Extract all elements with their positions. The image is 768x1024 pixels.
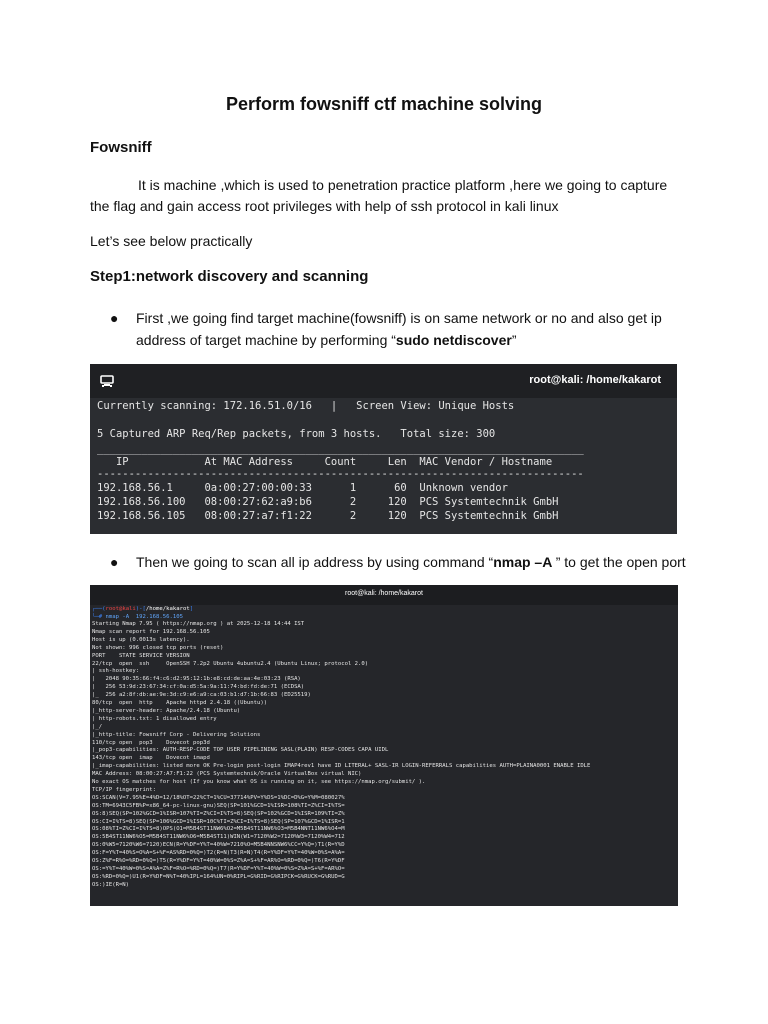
intro-line-2: the flag and gain access root privileges with help of ssh protocol in kali linux	[90, 198, 559, 214]
nmap-output-line: OS:Z%F=R%O=%RD=0%Q=)T5(R=Y%DF=Y%T=40%W=0%S=Z%A=S+%F=AR%O=%RD=0%Q=)T6(R=Y%DF	[92, 858, 345, 864]
nmap-output-line: Nmap scan report for 192.168.56.105	[92, 628, 210, 635]
step1-heading: Step1:network discovery and scanning	[90, 268, 369, 285]
terminal-icon	[100, 375, 114, 387]
nmap-output-line: | 2048 90:35:66:f4:c6:d2:95:12:1b:e8:cd:de:aa:4e:03:23 (RSA)	[92, 676, 301, 683]
host-row: 192.168.56.100 08:00:27:62:a9:b6 2 120 PCS Systemtechnik GmbH	[97, 496, 559, 508]
nmap-output-line: |_imap-capabilities: listed more OK Pre-login post-login IMAP4rev1 have ID LITERAL+ SASL-IR LOGIN-REFERRALS capabilities AUTH=PLAINA0001 ENABLE IDLE	[92, 763, 591, 770]
section-heading-fowsniff: Fowsniff	[90, 139, 152, 156]
terminal-title-bar	[90, 364, 677, 398]
intro-line-1: It is machine ,which is used to penetration practice platform ,here we going to capture	[138, 177, 668, 193]
nmap-output-line: Starting Nmap 7.95 ( https://nmap.org ) at 2025-12-18 14:44 IST	[92, 621, 305, 627]
lets-see-text: Let’s see below practically	[90, 233, 253, 249]
nmap-output-line: OS:5B4ST11NW6%O5=M5B4ST11NW6%O6=M5B4ST11)WIN(W1=7120%W2=7120%W3=7120%W4=712	[92, 834, 345, 841]
divider-line: -----------------------------------------------------------------------------	[97, 468, 584, 480]
netdiscover-terminal-screenshot	[90, 364, 677, 534]
captured-packets-line: 5 Captured ARP Req/Rep packets, from 3 hosts. Total size: 300	[97, 428, 496, 440]
table-header: IP At MAC Address Count Len MAC Vendor / Hostname	[97, 456, 553, 468]
prompt-line: ┌──(root@kali)-[/home/kakarot]	[92, 606, 194, 612]
nmap-output-line: OS:SCAN(V=7.95%E=4%D=12/18%OT=22%CT=1%CU=37714%PV=Y%DS=1%DC=D%G=Y%M=080027%	[92, 794, 345, 801]
bullet-icon: ●	[110, 310, 119, 326]
nmap-output-line: OS:F=Y%T=40%S=O%A=S+%F=AS%RD=0%Q=)T2(R=N)T3(R=N)T4(R=Y%DF=Y%T=40%W=0%S=A%A=	[92, 850, 345, 857]
nmap-output-line: |_/	[92, 723, 103, 730]
nmap-output-line: OS:CI=I%TS=8)SEQ(SP=106%GCD=1%ISR=10C%TI=Z%CI=I%TS=8)SEQ(SP=107%GCD=1%ISR=1	[92, 818, 345, 825]
nmap-output-line: OS:08%TI=Z%CI=I%TS=8)OPS(O1=M5B4ST11NW6%O2=M5B4ST11NW6%O3=M5B4NNT11NW6%O4=M	[92, 826, 345, 833]
nmap-output-line: |_ 256 a2:8f:db:ae:9e:3d:c9:e6:a9:ca:03:b1:d7:1b:66:83 (ED25519)	[92, 692, 311, 699]
nmap-output-line: | http-robots.txt: 1 disallowed entry	[92, 715, 217, 722]
bullet-icon: ●	[110, 554, 119, 570]
terminal-title-bar	[90, 585, 678, 605]
nmap-output-line: OS:8)SEQ(SP=102%GCD=1%ISR=107%TI=Z%CI=I%TS=8)SEQ(SP=102%GCD=1%ISR=109%TI=Z%	[92, 810, 345, 817]
nmap-output-line: | ssh-hostkey:	[92, 668, 140, 675]
bullet-item-1	[110, 307, 710, 351]
terminal-title: root@kali: /home/kakarot	[529, 374, 661, 386]
nmap-output-line: OS:)IE(R=N)	[92, 881, 130, 888]
nmap-output-line: | 256 53:9d:23:67:34:cf:0a:d5:5a:9a:11:74:bd:fd:de:71 (ECDSA)	[92, 684, 305, 691]
nmap-command: nmap –A	[493, 554, 556, 570]
command-line: └─# nmap -A 192.168.56.105	[92, 613, 183, 620]
nmap-output-line: MAC Address: 08:00:27:A7:F1:22 (PCS Systemtechnik/Oracle VirtualBox virtual NIC)	[92, 771, 362, 778]
nmap-output-line: PORT STATE SERVICE VERSION	[92, 652, 190, 659]
host-row: 192.168.56.105 08:00:27:a7:f1:22 2 120 PCS Systemtechnik GmbH	[97, 510, 559, 522]
scan-status-line: Currently scanning: 172.16.51.0/16 | Screen View: Unique Hosts	[97, 400, 515, 412]
nmap-output-line: TCP/IP fingerprint:	[92, 786, 156, 793]
terminal-title: root@kali: /home/kakarot	[345, 590, 423, 597]
nmap-output-line: |_http-title: Fowsniff Corp - Delivering Solutions	[92, 731, 261, 738]
nmap-output-line: OS:%RD=0%Q=)U1(R=Y%DF=N%T=40%IPL=164%UN=0%RIPL=G%RID=G%RIPCK=G%RUCK=G%RUD=G	[92, 873, 345, 880]
nmap-output-line: |_http-server-header: Apache/2.4.18 (Ubuntu)	[92, 707, 241, 714]
host-row: 192.168.56.1 0a:00:27:00:00:33 1 60 Unknown vendor	[97, 482, 508, 494]
bullet-1-line-2: address of target machine by performing “sudo netdiscover”	[136, 332, 517, 348]
nmap-output-line: 110/tcp open pop3 Dovecot pop3d	[92, 739, 210, 746]
nmap-terminal-screenshot	[90, 585, 678, 906]
nmap-output-line: 143/tcp open imap Dovecot imapd	[92, 755, 210, 762]
page-title: Perform fowsniff ctf machine solving	[225, 94, 543, 114]
nmap-output-line: 80/tcp open http Apache httpd 2.4.18 ((Ubuntu))	[92, 700, 268, 706]
nmap-output-line: Host is up (0.0013s latency).	[92, 636, 190, 643]
nmap-output-line: OS:0%W5=7120%W6=7120)ECN(R=Y%DF=Y%T=40%W=7210%O=M5B4NNSNW6%CC=Y%Q=)T1(R=Y%D	[92, 842, 345, 849]
netdiscover-command: sudo netdiscover	[395, 332, 512, 348]
nmap-output-line: No exact OS matches for host (If you know what OS is running on it, see https://nmap.org/submit/ ).	[92, 779, 426, 785]
nmap-output-line: 22/tcp open ssh OpenSSH 7.2p2 Ubuntu 4ubuntu2.4 (Ubuntu Linux; protocol 2.0)	[92, 660, 369, 667]
nmap-output-line: Not shown: 996 closed tcp ports (reset)	[92, 644, 224, 651]
divider-line: _____________________________________________________________________________	[97, 443, 584, 455]
bullet-1-line-1: First ,we going find target machine(fowsniff) is on same network or no and also get ip	[136, 310, 662, 326]
bullet-item-2: ● Then we going to scan all ip address by using command “nmap –A ” to get the open port	[110, 551, 710, 573]
nmap-output-line: OS:TM=6943C5FB%P=x86_64-pc-linux-gnu)SEQ(SP=101%GCD=1%ISR=108%TI=Z%CI=I%TS=	[92, 802, 345, 809]
nmap-output-line: |_pop3-capabilities: AUTH-RESP-CODE TOP USER PIPELINING SASL(PLAIN) RESP-CODES CAPA UIDL	[92, 747, 389, 754]
nmap-output-line: OS:=Y%T=40%W=0%S=A%A=Z%F=R%O=%RD=0%Q=)T7(R=Y%DF=Y%T=40%W=0%S=Z%A=S+%F=AR%O=	[92, 865, 345, 872]
